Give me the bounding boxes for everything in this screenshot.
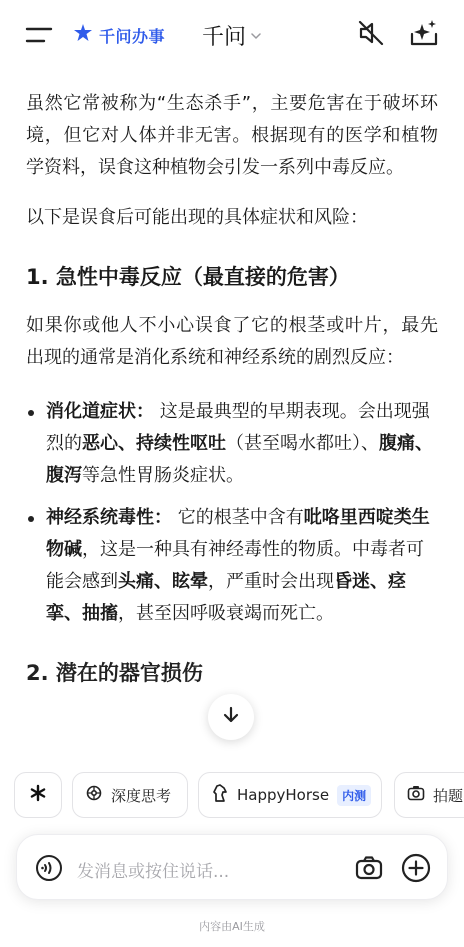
- camera-icon: [407, 785, 425, 805]
- bullet-text: ，这是一种具有神经毒性的物质。中毒者可能会感到: [46, 539, 424, 592]
- chip-deep-think[interactable]: [72, 772, 188, 818]
- bullet-text: ，甚至因呼吸衰竭而死亡。: [118, 603, 334, 624]
- chip-more[interactable]: [14, 772, 62, 818]
- deep-think-icon: [85, 784, 103, 806]
- message-input[interactable]: 发消息或按住说话...: [77, 862, 230, 882]
- brand-logo-icon: [72, 22, 94, 48]
- symptom-list: [26, 396, 438, 630]
- horse-icon: [211, 783, 229, 807]
- beta-badge: 内测: [337, 785, 371, 806]
- bullet-strong: 恶心、持续性呕吐: [82, 433, 226, 454]
- list-item: [26, 396, 438, 492]
- asterisk-icon: [28, 783, 48, 807]
- brand-link[interactable]: [72, 22, 165, 48]
- bullet-text: （甚至喝水都吐）、: [226, 433, 379, 454]
- app-title[interactable]: 千问: [201, 25, 246, 50]
- plus-icon[interactable]: [401, 853, 431, 883]
- bullet-text: 它的根茎中含有: [172, 507, 304, 528]
- bullet-label: 神经系统毒性：: [46, 507, 172, 528]
- message-input-bar[interactable]: [16, 834, 448, 900]
- chip-happyhorse[interactable]: [198, 772, 382, 818]
- section-heading: 2. 潜在的器官损伤: [26, 661, 203, 685]
- menu-icon[interactable]: [24, 22, 54, 48]
- response-paragraph: 如果你或他人不小心误食了它的根茎或叶片，最先出现的通常是消化系统和神经系统的剧烈反应：: [26, 315, 438, 368]
- feature-chips: [0, 772, 464, 820]
- bullet-strong: 腹痛、腹泻: [46, 433, 433, 486]
- mute-icon[interactable]: [356, 18, 386, 48]
- scroll-to-bottom-button[interactable]: [208, 694, 254, 740]
- voice-icon[interactable]: [35, 854, 63, 882]
- camera-icon[interactable]: [355, 855, 383, 881]
- list-item: [26, 502, 438, 630]
- arrow-down-icon: [221, 705, 241, 729]
- section-heading: 1. 急性中毒反应（最直接的危害）: [26, 265, 350, 289]
- ai-disclaimer: 内容由AI生成: [199, 920, 265, 933]
- bullet-text: 这是最典型的早期表现。会出现强烈的: [46, 401, 430, 454]
- bullet-strong: 昏迷、痉挛、抽搐: [46, 571, 406, 624]
- bullet-text: 等急性胃肠炎症状。: [82, 465, 244, 486]
- bullet-strong: 吡咯里西啶类生物碱: [46, 507, 430, 560]
- chat-response: [0, 70, 464, 758]
- brand-name: 千问办事: [99, 26, 166, 46]
- bullet-strong: 头痛、眩晕: [118, 571, 208, 592]
- bullet-label: 消化道症状：: [46, 401, 154, 422]
- chip-label: HappyHorse: [237, 786, 330, 804]
- response-paragraph: 虽然它常被称为“生态杀手”，主要危害在于破坏环境，但它对人体并非无害。根据现有的医学和植物学资料，误食这种植物会引发一系列中毒反应。: [26, 93, 438, 178]
- chip-photo-question[interactable]: [394, 772, 464, 818]
- chip-label: 拍题: [433, 786, 464, 805]
- response-paragraph: 以下是误食后可能出现的具体症状和风险：: [26, 207, 368, 228]
- chip-label: 深度思考: [111, 786, 172, 805]
- chevron-down-icon[interactable]: [250, 26, 262, 45]
- sparkle-new-chat-icon[interactable]: [408, 18, 440, 48]
- bullet-text: ，严重时会出现: [208, 571, 334, 592]
- top-bar: [0, 0, 464, 70]
